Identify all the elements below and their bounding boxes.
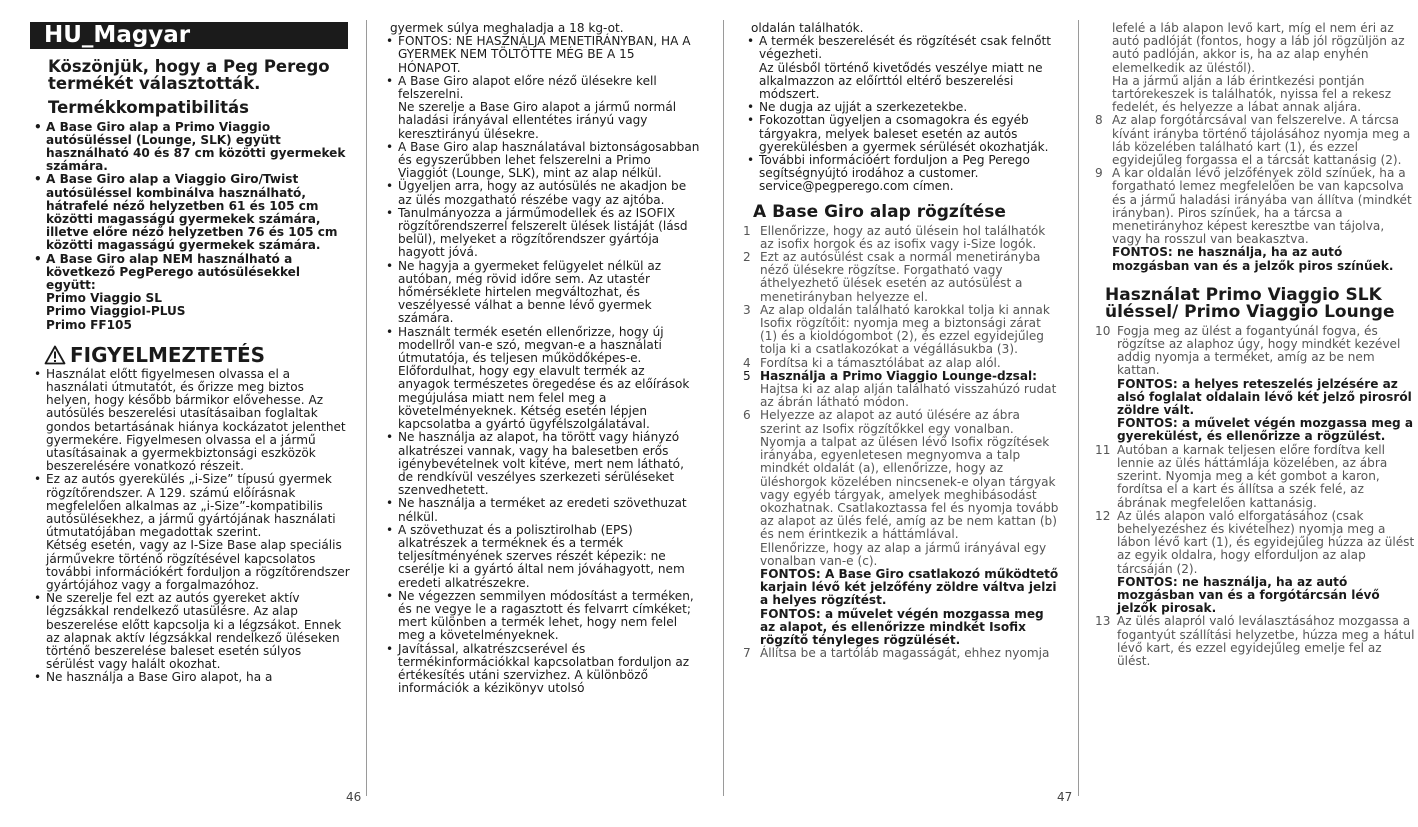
step-item: 11 Autóban a karnak teljesen előre fordítva kell lennie az ülés háttámlája közelében, az ábra szerint. Nyomja meg a két gombot a karon, fordítsa el a kart és állítsa a szék felé, az ábrának megfelelően kattanásig. — [1095, 442, 1388, 510]
incompatible-seat: Primo Viaggio SL — [46, 291, 162, 306]
warning-item: • Tanulmányozza a járműmodellek és az ISOFIX rögzítőrendszerrel felszerelt ülések listáját (lásd belül), melyeket a rögzítőrendszer gyártója hagyott jóvá. — [382, 207, 700, 260]
important-note: FONTOS: a helyes reteszelés jelzésére az alsó foglalat oldalain lévő két jelző pirosról zöldre vált. — [1117, 376, 1412, 418]
column-4 — [1095, 22, 1415, 668]
section-heading-usage: Használat Primo Viaggio SLK üléssel/ Primo Viaggio Lounge — [1105, 284, 1395, 322]
compat-heading: Termékkompatibilitás — [48, 98, 249, 117]
step-item: 13 Az ülés alapról való leválasztásához mozgassa a fogantyút szállítási helyzetbe, húzza meg a hátul lévő kart, és ezzel egyidejűleg emelje fel az ülést. — [1095, 614, 1415, 668]
warning-item: • Ne használja az alapot, ha törött vagy hiányzó alkatrészei vannak, vagy ha balesetben erős igénybevételnek volt kitéve, mert nem látható, de rendkívül veszélyes szerkezeti sérüléseket szenvedhetett. — [382, 431, 700, 497]
step-item: 8 Az alap forgótárcsával van felszerelve. A tárcsa kívánt irányba történő tájolásához nyomja meg a láb közelében található kart (1), és ezzel egyidejűleg forgassa el a tárcsát kattanásig (2). — [1095, 113, 1411, 168]
warning-item-extra: Ne szerelje a Base Giro alapot a jármű normál haladási irányával ellentétes irányú vagy keresztirányú ülésekre. — [398, 100, 677, 141]
column-divider — [1078, 20, 1079, 796]
warning-item: • Ne végezzen semmilyen módosítást a terméken, és ne vegye le a ragasztott és felvarrt címkéket; mert különben a termék lehet, hogy nem felel meg a követelményeknek. — [382, 590, 700, 643]
warning-item: • Fokozottan ügyeljen a csomagokra és egyéb tárgyakra, melyek baleset esetén az autós gyerekülésben a gyermek sérülését okozhatják. — [743, 114, 1061, 154]
continued-step: Ha a jármű alján a láb érintkezési pontján tartórekeszek is találhatók, nyissa fel a rekesz fedelét, és helyezze a lábat annak aljára. — [1112, 73, 1392, 115]
warning-item: • A Base Giro alapot előre néző ülésekre kell felszerelni. Ne szerelje a Base Giro alapot a jármű normál haladási irányával ellentétes irányú vagy keresztirányú ülésekre. — [382, 75, 700, 141]
step-item: 5 Használja a Primo Viaggio Lounge-dzsal: — [743, 368, 1037, 383]
section-heading-mounting: A Base Giro alap rögzítése — [753, 201, 1006, 222]
step-item: 12 Az ülés alapon való elforgatásához (csak behelyezéshez és kivételhez) nyomja meg a lábon lévő kart (1), és egyidejűleg húzza az ülést az egyik oldalra, hogy elforduljon az alap tárcsáján (2). — [1095, 508, 1415, 576]
warning-item: • Ne szerelje fel ezt az autós gyereket aktív légzsákkal rendelkező utasülésre. Az alap beszerelése előtt kapcsolja ki a légzsákot. Ennek az alapnak aktív légzsákkal rendelkező üléseken történő beszerelése baleset esetén súlyos sérülést vagy halált okozhat. — [30, 592, 352, 671]
important-note: FONTOS: a művelet végén mozgassa meg az alapot, és ellenőrizze mindkét Isofix rögzítő tényleges rögzülését. — [760, 606, 1044, 647]
column-3 — [743, 22, 1061, 660]
warning-item: • Használt termék esetén ellenőrizze, hogy új modellről van-e szó, megvan-e a használati útmutatója, és teljesen működőképes-e. Előfordulhat, hogy egy elavult termék az anyagok természetes öregedése és az előírások megújulása miatt nem felel meg a követelményeknek. Kétség esetén lépjen kapcsolatba a gyártó ügyfélszolgálatával. — [382, 326, 700, 432]
incompatible-seat: Primo ViaggioI-PLUS — [46, 304, 186, 319]
warning-item: • Ne hagyja a gyermeket felügyelet nélkül az autóban, még rövid időre sem. Az utastér hőmérséklete hirtelen megváltozhat, és veszélyessé válhat a benne lévő gyermek számára. — [382, 260, 700, 326]
important-note: FONTOS: ne használja, ha az autó mozgásban van és a jelzők piros színűek. — [1112, 245, 1394, 273]
important-note: FONTOS: ne használja, ha az autó mozgásban van és a forgótárcsán lévő jelzők pirosak. — [1117, 574, 1380, 616]
warning-item: • A Base Giro alap használatával biztonságosabban és egyszerűbben lehet felszerelni a Primo Viaggiót (Lounge, SLK), mint az alap nélkül. — [382, 141, 700, 181]
continued-step: lefelé a láb alapon levő kart, míg el nem éri az autó padlóját (fontos, hogy a láb jól rögzüljön az autó padlóján, akkor is, ha az alap enyhén elemelkedik az üléstől). — [1112, 22, 1405, 75]
column-divider — [366, 20, 367, 796]
compat-item: • A Base Giro alap a Primo Viaggio autósüléssel (Lounge, SLK) együtt használható 40 és 87 cm közötti gyermekek számára. — [30, 121, 352, 174]
warning-item: • Javítással, alkatrészcserével és termékinformációkkal kapcsolatban forduljon az értékesítés utáni szervizhez. A különböző információk a kézikönyv utolsó — [382, 643, 700, 696]
warning-item: • A termék beszerelését és rögzítését csak felnőtt végezheti. Az ülésből történő kivetődés veszélye miatt ne alkalmazzon az előírttól eltérő beszerelési módszert. — [743, 35, 1061, 101]
warning-item: • Ne használja a terméket az eredeti szövethuzat nélkül. — [382, 497, 700, 523]
language-banner: HU_Magyar — [30, 22, 348, 49]
column-2 — [382, 22, 700, 695]
warning-triangle-icon — [44, 345, 66, 365]
incompatible-seat: Primo FF105 — [46, 317, 132, 332]
continued-line: oldalán találhatók. — [751, 22, 864, 35]
warning-item: • Használat előtt figyelmesen olvassa el a használati útmutatót, és őrizze meg biztos helyen, hogy később bármikor elővehesse. Az autósülés beszerelési utasításaiban foglaltak gondos betartásának hiánya kockázatot jelenthet gyermekére. Figyelmesen olvassa el a jármű utasításainak a gyermekbiztonsági eszközök beszerelésére vonatkozó részeit. — [30, 368, 352, 474]
warning-item-extra: Kétség esetén, vagy az I-Size Base alap speciális járművekre történő rögzítésével kapcsolatos további információkért forduljon a rögzítőrendszer gyártójához vagy a forgalmazóhoz. — [46, 538, 350, 592]
page-divider — [723, 20, 724, 796]
warning-heading — [44, 344, 352, 366]
warning-item-extra: Az ülésből történő kivetődés veszélye miatt ne alkalmazzon az előírttól eltérő beszerelési módszert. — [759, 60, 1043, 102]
warning-item: • Ez az autós gyerekülés „i-Size” típusú gyermek rögzítőrendszer. A 129. számú előírásnak megfelelően alkalmas az „i-Size”-kompatibilis autósülésekhez, a jármű gyártójának használati útmutatójában megadottak szerint. Kétség esetén, vagy az I-Size Base alap speciális járművekre történő rögzítésével kapcsolatos további információkért forduljon a rögzítőrendszer gyártójához vagy a forgalmazóhoz. — [30, 473, 352, 592]
warning-item: • Ügyeljen arra, hogy az autósülés ne akadjon be az ülés mozgatható részébe vagy az ajtóba. — [382, 180, 700, 206]
column-1 — [30, 22, 352, 685]
step-item: 1 Ellenőrizze, hogy az autó ülésein hol találhatók az isofix horgok és az isofix vagy i-Size logók. — [743, 223, 1046, 251]
step-item: 6 Helyezze az alapot az autó ülésére az ábra szerint az Isofix rögzítőkkel egy vonalban. Nyomja a talpat az ülésen lévő Isofix rögzítések irányába, egyenletesen megnyomva a talp mindkét oldalát (a), ellenőrizze, hogy az üléshorgok közelében nincsenek-e olyan tárgyak vagy egyéb tárgyak, amelyek meghibásodást okozhatnak. Csatlakoztassa fel és nyomja tovább az alapot az ülés felé, amíg az be nem kattan (b) és nem érintkezik a háttámlával. Ellenőrizze, hogy az alap a jármű irányával egy vonalban van-e (c). — [743, 409, 1061, 567]
continued-line: gyermek súlya meghaladja a 18 kg-ot. — [390, 22, 624, 35]
warning-item: • Ne használja a Base Giro alapot, ha a — [30, 671, 352, 684]
step-item: 2 Ezt az autósülést csak a normál menetirányba néző ülésekre rögzítse. Forgatható vagy áthelyezhető ülések esetén az autósülést a menetirányban helyezze el. — [743, 250, 1041, 304]
warning-item: • A szövethuzat és a polisztirolhab (EPS) alkatrészek a terméknek és a termék teljesítményének szerves részét képezik: ne cserélje ki a gyártó által nem jóváhagyott, nem eredeti alkatrészekre. — [382, 524, 700, 590]
compat-item: • A Base Giro alap a Viaggio Giro/Twist autósüléssel kombinálva használható, hátrafelé néző helyzetben 61 és 105 cm közötti magasságú gyermekek számára, illetve előre néző helyzetben 76 és 105 cm közötti magasságú gyermekek számára. — [30, 173, 352, 252]
step-item: 9 A kar oldalán lévő jelzőfények zöld színűek, ha a forgatható lemez megfelelően be van kapcsolva és a jármű haladási irányába van állítva (mindkét irányban). Piros színűek, ha a tárcsa a menetirányhoz képest keresztbe van tájolva, vagy ha rosszul van beakasztva. — [1095, 166, 1412, 247]
warning-item: • Ne dugja az ujját a szerkezetekbe. — [743, 101, 1061, 114]
compat-item: • A Base Giro alap NEM használható a következő PegPerego autósülésekkel együtt: — [30, 253, 352, 293]
step-item: 4 Fordítsa ki a támasztólábat az alap alól. — [743, 355, 1001, 370]
step-item: 7 Állítsa be a tartóláb magasságát, ehhez nyomja — [743, 646, 1050, 661]
step-item: 10 Fogja meg az ülést a fogantyúnál fogva, és rögzítse az alaphoz úgy, hogy mindkét kezével addig nyomja a terméket, amíg az be nem kattan. — [1095, 323, 1401, 378]
warning-heading-text: FIGYELMEZTETÉS — [70, 342, 266, 367]
warning-item: • FONTOS: NE HASZNÁLJA MENETIRÁNYBAN, HA A GYERMEK NEM TÖLTÖTTE MÉG BE A 15 HÓNAPOT. — [382, 35, 700, 75]
step-extra: Ellenőrizze, hogy az alap a jármű irányával egy vonalban van-e (c). — [760, 540, 1047, 568]
important-note: FONTOS: a művelet végén mozgassa meg a gyerekülést, és ellenőrizze a rögzülést. — [1117, 416, 1414, 444]
thanks-heading: Köszönjük, hogy a Peg Perego termékét választották. — [48, 57, 330, 93]
page-number-left: 46 — [346, 790, 362, 804]
important-note: FONTOS: A Base Giro csatlakozó működtető karjain lévő két jelzőfény zöldre váltva jelzi a helyes rögzítést. — [760, 566, 1059, 608]
step-extra: Hajtsa ki az alap alján található visszahúzó rudat az ábrán látható módon. — [760, 382, 1057, 410]
page-number-right: 47 — [1057, 790, 1073, 804]
step-item: 3 Az alap oldalán található karokkal tolja ki annak Isofix rögzítőit: nyomja meg a biztonsági zárat (1) és a kioldógombot (2), és ezzel egyidejűleg tolja ki a csatlakozókat a végállásukba (3). — [743, 302, 1050, 357]
warning-item: • További információért forduljon a Peg Perego segítségnyújtó irodához a customer. service@pegperego.com címen. — [743, 154, 1061, 194]
